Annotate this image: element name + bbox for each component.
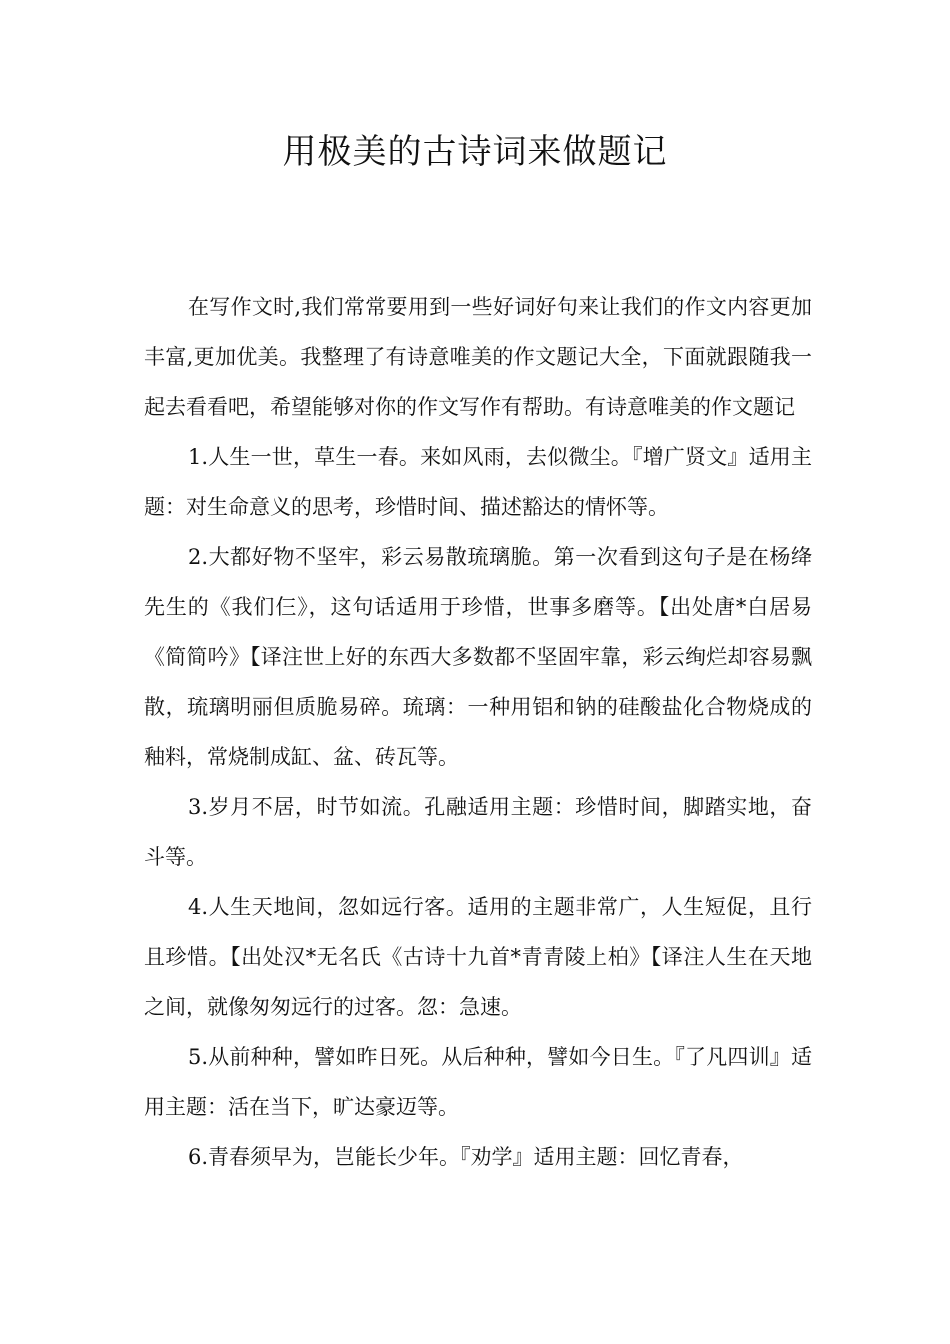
quote-paragraph-5: 5.从前种种，譬如昨日死。从后种种，譬如今日生。『了凡四训』适用主题：活在当下，旷达豪迈等。 — [144, 1045, 812, 1119]
quote-paragraph-2: 2.大都好物不坚牢，彩云易散琉璃脆。第一次看到这句子是在杨绛先生的《我们仨》，这句话适用于珍惜，世事多磨等。【出处唐*白居易《简简吟》【译注世上好的东西大多数都不坚固牢靠，彩云绚烂却容易飘散，琉璃明丽但质脆易碎。琉璃：一种用铝和钠的硅酸盐化合物烧成的釉料，常烧制成缸、盆、砖瓦等。 — [144, 545, 812, 769]
quote-paragraph-4: 4.人生天地间，忽如远行客。适用的主题非常广，人生短促，且行且珍惜。【出处汉*无名氏《古诗十九首*青青陵上柏》【译注人生在天地之间，就像匆匆远行的过客。忽：急速。 — [144, 895, 812, 1019]
intro-paragraph: 在写作文时,我们常常要用到一些好词好句来让我们的作文内容更加丰富,更加优美。我整理了有诗意唯美的作文题记大全，下面就跟随我一起去看看吧，希望能够对你的作文写作有帮助。有诗意唯美的作文题记 — [144, 295, 812, 419]
document-title: 用极美的古诗词来做题记 — [282, 132, 668, 172]
quote-paragraph-1: 1.人生一世，草生一春。来如风雨，去似微尘。『增广贤文』适用主题：对生命意义的思考，珍惜时间、描述豁达的情怀等。 — [144, 445, 812, 519]
document-body — [144, 282, 812, 1182]
quote-paragraph-6: 6.青春须早为，岂能长少年。『劝学』适用主题：回忆青春， — [188, 1145, 744, 1169]
quote-paragraph-3: 3.岁月不居，时节如流。孔融适用主题：珍惜时间，脚踏实地，奋斗等。 — [144, 795, 812, 869]
